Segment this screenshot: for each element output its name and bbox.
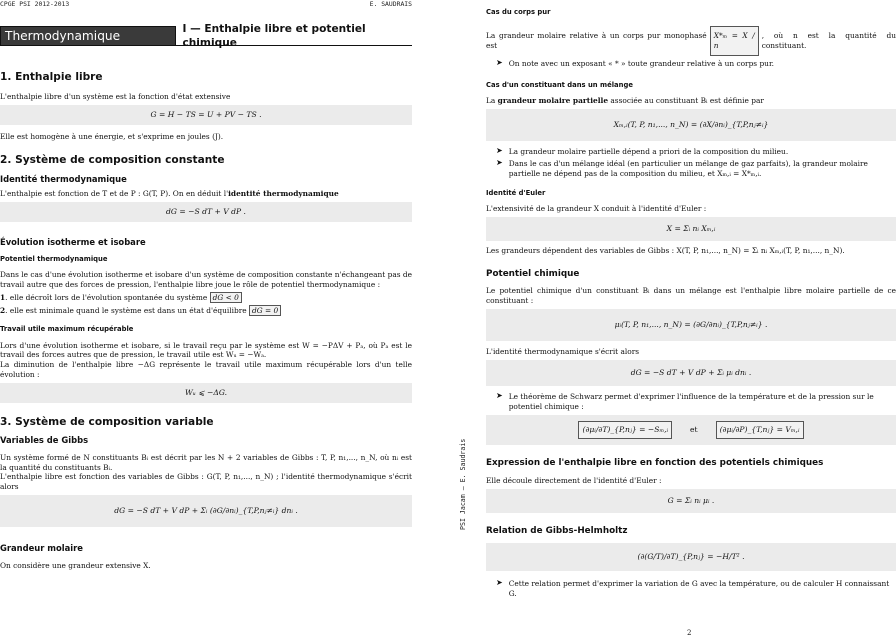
s2-item-1-text: . elle décroît lors de l'évolution spontanée du système bbox=[5, 292, 208, 302]
r3-paragraph-1: L'extensivité de la grandeur X conduit à l'identité d'Euler : bbox=[486, 203, 707, 213]
s1-equation: G = H − TS = U + PV − TS . bbox=[0, 105, 412, 125]
r3-paragraph-2: Les grandeurs dépendent des variables de Gibbs : X(T, P, n₁,..., n_N) = Σᵢ nᵢ Xₘ,ᵢ(T, P, n₁,..., n_N). bbox=[486, 245, 845, 255]
s2-item-1 bbox=[0, 293, 412, 303]
section-1-title: 1. Enthalpie libre bbox=[0, 71, 103, 83]
r2-equation: Xₘ,ᵢ(T, P, n₁,..., n_N) = (∂X/∂nᵢ)_{T,P,nⱼ≠ᵢ} bbox=[486, 109, 896, 141]
r5-title: Expression de l'enthalpie libre en fonction des potentiels chimiques bbox=[486, 457, 824, 468]
vertical-footer: PSI Jacam — E. Saudrais bbox=[459, 438, 467, 530]
title-bar bbox=[0, 22, 412, 61]
page-number: 2 bbox=[687, 629, 692, 637]
header-left: CPGE PSI 2012-2013 bbox=[0, 0, 70, 8]
r5-paragraph: Elle découle directement de l'identité d'Euler : bbox=[486, 475, 662, 485]
r2-bullet-2 bbox=[486, 159, 896, 179]
left-column bbox=[0, 0, 412, 571]
r4-paragraph-2: L'identité thermodynamique s'écrit alors bbox=[486, 347, 640, 357]
r2-paragraph bbox=[486, 96, 896, 106]
s2-paragraph-4: La diminution de l'enthalpie libre −ΔG représente le travail utile maximum récupérable lors d'un telle évolution : bbox=[0, 360, 412, 380]
s2-equation-2: Wᵤ ⩽ −ΔG. bbox=[0, 383, 412, 403]
r3-equation: X = Σᵢ nᵢ Xₘ,ᵢ bbox=[486, 217, 896, 241]
r3-subtitle: Identité d'Euler bbox=[486, 188, 546, 197]
s2-p1-text: L'enthalpie est fonction de T et de P : G(T, P). On en déduit l' bbox=[0, 189, 229, 199]
r2-bullet-1-text: La grandeur molaire partielle dépend a priori de la composition du milieu. bbox=[508, 146, 789, 156]
s2-paragraph-3: Lors d'une évolution isotherme et isobare, si le travail reçu par le système est W = −PΔV + Pₐ, où Pₐ est le travail des forces autres que de pression, le travail utile est Wᵤ = −Wₐ. bbox=[0, 340, 412, 360]
r6-title: Relation de Gibbs-Helmholtz bbox=[486, 525, 628, 536]
r6-bullet bbox=[486, 579, 896, 599]
r5-equation: G = Σᵢ nᵢ μᵢ . bbox=[486, 489, 896, 513]
arrow-bullet-icon: ➤ bbox=[496, 145, 503, 155]
header-right: E. SAUDRAIS bbox=[369, 0, 412, 8]
r4-bullet bbox=[486, 392, 896, 412]
r4-paragraph-1: Le potentiel chimique d'un constituant Bᵢ dans un mélange est l'enthalpie libre molaire partielle de ce constituant : bbox=[486, 286, 896, 306]
r2-text-bold: grandeur molaire partielle bbox=[497, 95, 609, 105]
r1-subtitle: Cas du corps pur bbox=[486, 8, 551, 16]
r2-bullet-2-text: Dans le cas d'un mélange idéal (en particulier un mélange de gaz parfaits), la grandeur molaire partielle ne dépend pas de la composition du milieu, et Xₘ,ᵢ = X*ₘ,ᵢ. bbox=[508, 158, 868, 178]
s2-subtitle-potential: Potentiel thermodynamique bbox=[0, 254, 108, 263]
r4-box-2: (∂μᵢ/∂P)_{T,nⱼ} = Vₘ,ᵢ bbox=[716, 421, 804, 439]
r4-equation: μᵢ(T, P, n₁,..., n_N) = (∂G/∂nᵢ)_{T,P,nⱼ≠ᵢ} . bbox=[486, 309, 896, 341]
r2-subtitle: Cas d'un constituant dans un mélange bbox=[486, 80, 633, 89]
s2-subtitle-work: Travail utile maximum récupérable bbox=[0, 325, 134, 334]
r4-schwarz-equations bbox=[486, 415, 896, 445]
s3-subtitle-gibbs: Variables de Gibbs bbox=[0, 435, 89, 446]
section-2-title: 2. Système de composition constante bbox=[0, 154, 225, 167]
r4-bullet-text: Le théorème de Schwarz permet d'exprimer l'influence de la température et de la pression sur le potentiel chimique : bbox=[508, 392, 874, 412]
running-header bbox=[0, 0, 412, 10]
s2-subtitle-identity: Identité thermodynamique bbox=[0, 174, 127, 185]
s1-paragraph-1: L'enthalpie libre d'un système est la fonction d'état extensive bbox=[0, 92, 231, 102]
s2-item-2 bbox=[0, 306, 412, 316]
r6-bullet-text: Cette relation permet d'exprimer la variation de G avec la température, ou de calculer H connaissant G. bbox=[508, 579, 890, 599]
s2-item-1-number: 1 bbox=[0, 292, 6, 302]
part-title: I — Enthalpie libre et potentiel chimique bbox=[182, 22, 366, 49]
s3-paragraph-1: Un système formé de N constituants Bᵢ est décrit par les N + 2 variables de Gibbs : T, P, n₁,..., n_N, où nᵢ est la quantité du constituants Bᵢ. bbox=[0, 452, 412, 472]
s2-p1-bold: identité thermodynamique bbox=[228, 189, 339, 199]
r1-paragraph bbox=[486, 26, 896, 56]
s2-equation: dG = −S dT + V dP . bbox=[0, 202, 412, 222]
r6-equation: (∂(G/T)/∂T)_{P,nⱼ} = −H/T² . bbox=[486, 543, 896, 571]
chapter-title: Thermodynamique chimique bbox=[0, 26, 176, 46]
s1-paragraph-2: Elle est homogène à une énergie, et s'exprime en joules (J). bbox=[0, 132, 224, 142]
r1-text-a: La grandeur molaire relative à un corps pur monophasé est bbox=[486, 31, 707, 51]
s2-item-2-box: dG = 0 bbox=[249, 305, 281, 316]
r1-bullet-text: On note avec un exposant « * » toute grandeur relative à un corps pur. bbox=[508, 58, 775, 68]
s2-subtitle-evolution: Évolution isotherme et isobare bbox=[0, 237, 146, 248]
arrow-bullet-icon: ➤ bbox=[496, 157, 503, 167]
arrow-bullet-icon: ➤ bbox=[496, 578, 503, 588]
r2-bullet-1 bbox=[486, 147, 896, 157]
arrow-bullet-icon: ➤ bbox=[496, 391, 503, 401]
r4-title: Potentiel chimique bbox=[486, 268, 580, 279]
s2-item-1-box: dG < 0 bbox=[210, 292, 242, 303]
r2-text-c: associée au constituant Bᵢ est définie par bbox=[608, 95, 764, 105]
r1-bullet bbox=[486, 59, 896, 69]
s2-paragraph-1 bbox=[0, 189, 412, 199]
arrow-bullet-icon: ➤ bbox=[496, 57, 503, 67]
r1-text-b: , où n est la quantité du constituant. bbox=[761, 31, 896, 51]
r2-text-a: La bbox=[486, 95, 498, 105]
right-column bbox=[486, 0, 896, 599]
r4-equation-2: dG = −S dT + V dP + Σᵢ μᵢ dnᵢ . bbox=[486, 360, 896, 386]
s3-paragraph-2: L'enthalpie libre est fonction des variables de Gibbs : G(T, P, n₁,..., n_N) ; l'identité thermodynamique s'écrit alors bbox=[0, 472, 412, 492]
r4-et: et bbox=[690, 424, 698, 434]
s2-item-2-text: . elle est minimale quand le système est dans un état d'équilibre bbox=[5, 305, 247, 315]
r1-box: X*ₘ = X / n bbox=[710, 26, 759, 56]
s2-paragraph-2: Dans le cas d'une évolution isotherme et isobare d'un système de composition constante n'échangeant pas de travail autre que des forces de pression, l'enthalpie libre joue le rôle de potentiel thermodynamique : bbox=[0, 269, 412, 289]
r4-box-1: (∂μᵢ/∂T)_{P,nⱼ} = −Sₘ,ᵢ bbox=[578, 421, 672, 439]
section-3-title: 3. Système de composition variable bbox=[0, 416, 214, 429]
s2-item-2-number: 2 bbox=[0, 305, 6, 315]
s3-subtitle-molar: Grandeur molaire bbox=[0, 543, 83, 554]
s3-equation: dG = −S dT + V dP + Σᵢ (∂G/∂nᵢ)_{T,P,nⱼ≠ᵢ} dnᵢ . bbox=[0, 495, 412, 527]
s3-paragraph-3: On considère une grandeur extensive X. bbox=[0, 560, 151, 570]
